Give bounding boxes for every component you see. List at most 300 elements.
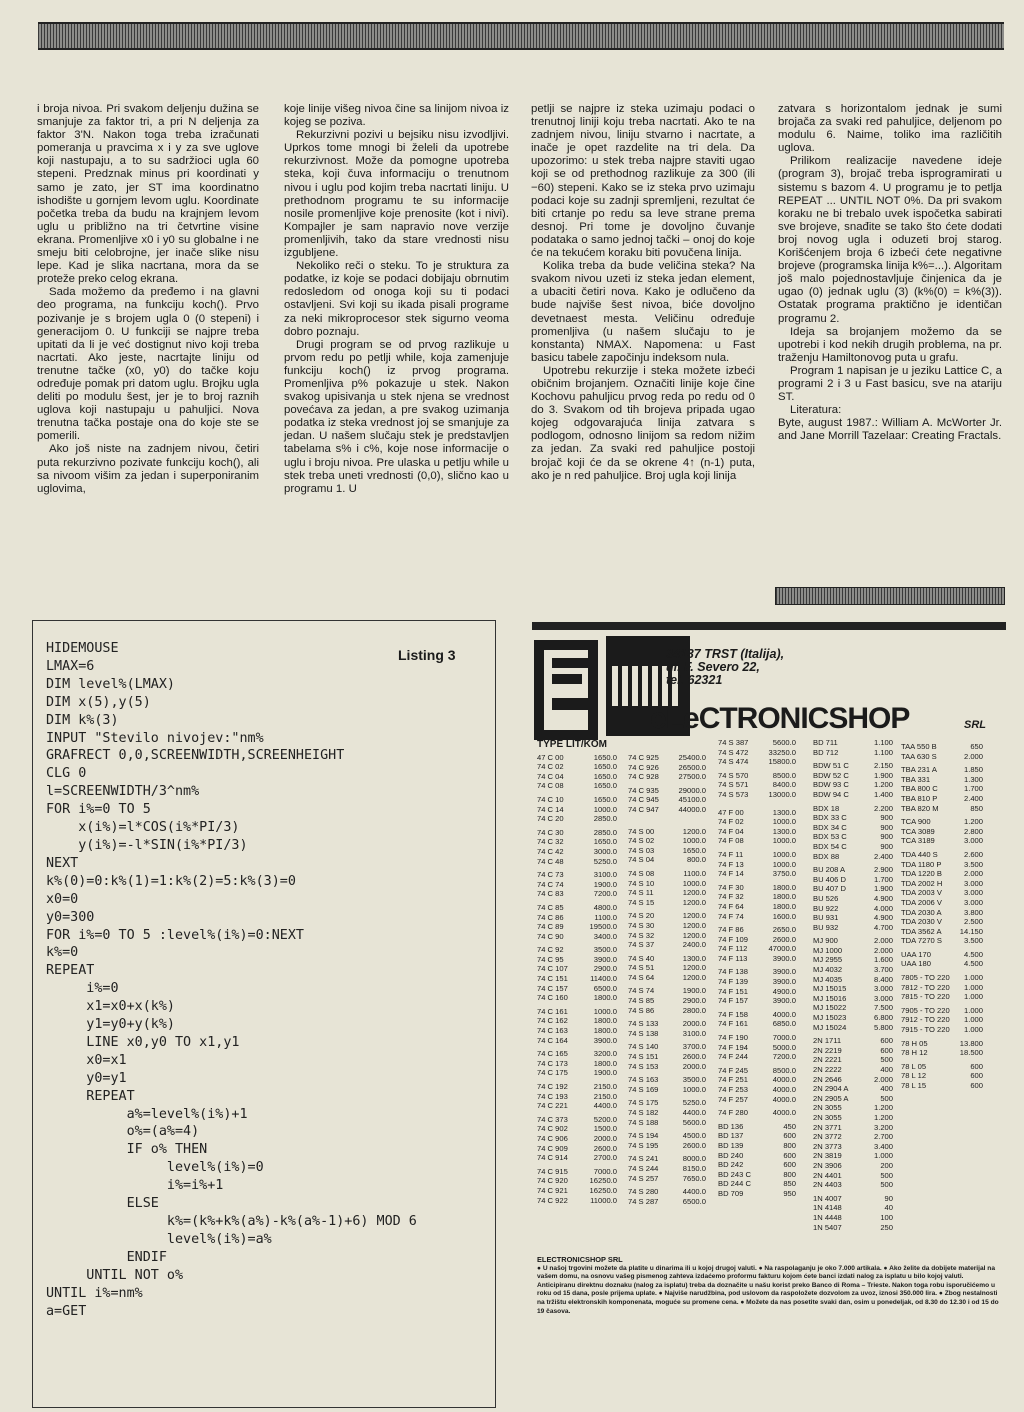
price-table-row (628, 973, 706, 983)
part-price: 3.000 (873, 984, 893, 994)
part-type: 74 C 160 (537, 993, 568, 1003)
price-table-row (813, 1180, 893, 1190)
part-type: UAA 170 (901, 949, 931, 959)
part-type: 74 F 251 (718, 1075, 748, 1085)
part-type: 74 S 241 (628, 1154, 659, 1164)
price-table-row (537, 814, 617, 824)
part-type: 7905 - TO 220 (901, 1005, 950, 1015)
part-type: 74 S 195 (628, 1140, 659, 1150)
price-table-row (537, 974, 617, 984)
part-type: 74 F 74 (718, 911, 744, 921)
price-table-row (718, 1019, 796, 1029)
price-table-row (628, 911, 706, 921)
price-table-row (537, 1049, 617, 1059)
part-type: 74 C 08 (537, 781, 564, 791)
part-price: 2.900 (873, 865, 893, 875)
part-price: 1650.0 (593, 752, 617, 762)
part-type: 74 S 182 (628, 1108, 659, 1117)
part-price: 5250.0 (593, 856, 617, 866)
part-type: 74 S 573 (718, 789, 749, 799)
part-price: 4.500 (963, 959, 983, 969)
part-type: 47 F 00 (718, 807, 744, 817)
part-type: 74 F 194 (718, 1042, 748, 1052)
part-type: 74 S 287 (628, 1196, 659, 1206)
part-type: 74 C 163 (537, 1026, 568, 1036)
part-type: 2N 4401 (813, 1170, 842, 1180)
part-type: 2N 3906 (813, 1160, 842, 1170)
part-price: 3900.0 (772, 967, 796, 977)
part-price: 3400.0 (593, 931, 617, 941)
part-type: MJ 4032 (813, 965, 843, 975)
part-price: 5200.0 (593, 1114, 617, 1124)
price-table-row (718, 860, 796, 870)
price-table-row (718, 1066, 796, 1076)
advert-footer-text: ● U našoj trgovini možete da platite u dinarima ili u kojoj drugoj valuti. ● Na raspolaganju je oko 7.000 artikala. ● Ako želite da dobijete materijal na vašem domu, na osnovu vašeg pismenog zahteva izdaćemo proformu fakturu kojom ćete banci izdati nalog za isplatu u bilo kojoj valuti. Anticipiranu direktnu doznaku (nalog za isplatu) treba da doznačite u našu korist preko Banco di Roma – Trieste. Nakon toga robu isporučićemo u roku od 15 dana, posle prijema uplate. ● Najviše narudžbina, pod uslovom da raspoložete dozvolom za uvoz, iznosi 350.000 lira. ● Zbog nestalnosti na tržištu elektronskih komponenata, moguće su promene cena. ● Možete da nas posetite svaki dan, osim u ponedeljak, od 8.30 do 12.30 i od 15 do 19 časova. (537, 1264, 999, 1315)
price-table-row (813, 1203, 893, 1213)
part-price: 6.800 (873, 1013, 893, 1023)
part-type: BDW 94 C (813, 789, 849, 799)
part-type: BD 136 (718, 1121, 744, 1131)
price-table-row (537, 1036, 617, 1046)
part-type: 74 S 08 (628, 868, 655, 878)
price-table-row (718, 836, 796, 846)
part-price: 4400.0 (682, 1108, 706, 1117)
price-table-row (813, 1151, 893, 1161)
price-table-row (813, 1055, 893, 1065)
price-table-row (813, 975, 893, 985)
price-table-row (718, 902, 796, 912)
price-table-row (813, 842, 893, 852)
price-table-row (628, 753, 706, 763)
part-price: 400 (880, 1065, 893, 1074)
part-price: 18.500 (959, 1048, 983, 1058)
price-table-row (718, 912, 796, 922)
article-column-4 (778, 103, 1002, 443)
part-price: 1800.0 (593, 1016, 617, 1026)
price-table-row (718, 1085, 796, 1095)
price-table-row (813, 1213, 893, 1223)
part-type: 74 C 909 (537, 1143, 568, 1153)
part-type: 74 F 158 (718, 1009, 748, 1019)
price-table-row (813, 1171, 893, 1181)
part-price: 600 (783, 1160, 796, 1170)
price-table-row (901, 817, 983, 827)
article-paragraph: Nekoliko reči o steku. To je struktura za podatke, iz koje se podaci dobijaju obrnutim redosledom od onoga koji su ti podaci ostavljeni. Svi koji su ikada pisali programe za neki mikroprocesor stek sigurno veoma dobro poznaju. (284, 260, 509, 338)
part-price: 6500.0 (593, 983, 617, 993)
part-price: 4500.0 (682, 1131, 706, 1141)
part-price: 1900.0 (682, 986, 706, 996)
part-price: 4.500 (963, 949, 983, 959)
part-price: 3.000 (963, 878, 983, 888)
part-type: BDX 34 C (813, 822, 847, 832)
part-type: 74 F 161 (718, 1019, 748, 1029)
part-type: 74 C 107 (537, 964, 568, 974)
part-price: 4800.0 (593, 902, 617, 912)
part-type: 74 S 85 (628, 996, 655, 1006)
part-type: 74 C 04 (537, 771, 564, 781)
part-type: 74 C 83 (537, 889, 564, 899)
price-table-row (718, 1010, 796, 1020)
part-price: 7650.0 (682, 1173, 706, 1183)
part-price: 200 (880, 1160, 893, 1170)
part-type: 74 C 89 (537, 922, 564, 932)
price-table-row (718, 996, 796, 1006)
price-table-row (718, 1141, 796, 1151)
part-price: 25400.0 (678, 753, 706, 762)
part-type: 74 C 921 (537, 1185, 568, 1195)
part-price: 8150.0 (682, 1163, 706, 1173)
part-price: 14.150 (959, 926, 983, 936)
part-type: 74 C 32 (537, 837, 564, 847)
part-type: MJ 900 (813, 936, 838, 946)
article-paragraph: petlji se najpre iz steka uzimaju podaci o trenutnoj liniji koju treba nacrtati. Ako te na zadnjem nivou, liniju stvarno i nacrtate, a inače je opet razdelite na tri dela. Da upozorimo: u stek treba najpre staviti ugao koji se od prethodnog razlikuje za 300 (ili −60) stepeni. Kako se iz steka prvo uzimaju podaci koje su zadnji spremljeni, rezultat će biti crtanje po redu sa leve strane prema desnoj. Pri tome je dovoljno čuvanje podataka o samo jednoj tački – onoj do koje će na tekućem koraku biti povučena linija. (531, 103, 755, 260)
part-type: 74 F 30 (718, 882, 744, 892)
part-price: 800 (783, 1140, 796, 1150)
part-price: 2.400 (963, 793, 983, 803)
part-type: 74 S 387 (718, 738, 749, 747)
part-price: 6500.0 (682, 1196, 706, 1206)
part-type: 74 F 13 (718, 859, 744, 869)
part-price: 4400.0 (682, 1187, 706, 1197)
part-type: MJ 15024 (813, 1022, 847, 1032)
part-type: BD 242 (718, 1160, 744, 1170)
price-table-row (813, 780, 893, 790)
part-type: MJ 2955 (813, 955, 843, 965)
part-type: 2N 3055 (813, 1112, 842, 1122)
part-price: 5000.0 (772, 1042, 796, 1052)
price-table-row (813, 904, 893, 914)
price-table-row (901, 992, 983, 1002)
price-table-row (901, 836, 983, 846)
price-table-row (813, 1161, 893, 1171)
part-type: 74 F 280 (718, 1108, 748, 1118)
part-type: 74 C 926 (628, 762, 659, 772)
price-table-row (718, 1131, 796, 1141)
price-table-row (718, 1075, 796, 1085)
part-price: 1200.0 (682, 920, 706, 930)
part-price: 8500.0 (772, 770, 796, 780)
part-price: 2000.0 (593, 1133, 617, 1143)
price-table-row (537, 922, 617, 932)
price-table-row (628, 1118, 706, 1128)
part-type: 2N 3772 (813, 1132, 842, 1142)
part-price: 1300.0 (682, 953, 706, 963)
part-type: BDX 53 C (813, 832, 847, 842)
part-price: 900 (880, 822, 893, 832)
price-table-row (813, 852, 893, 862)
price-table-row (901, 827, 983, 837)
part-price: 3900.0 (772, 977, 796, 987)
part-price: 3.200 (873, 1122, 893, 1132)
price-table-row (628, 921, 706, 931)
part-price: 33250.0 (768, 747, 796, 757)
price-table-row (628, 996, 706, 1006)
price-table-row (718, 1170, 796, 1180)
part-price: 600 (970, 1071, 983, 1081)
part-price: 44000.0 (678, 804, 706, 814)
price-table-row (537, 837, 617, 847)
part-price: 1000.0 (772, 859, 796, 869)
part-type: 74 S 474 (718, 757, 749, 767)
part-type: BU 932 (813, 922, 839, 932)
article-paragraph: Ako još niste na zadnjem nivou, četiri puta rekurzivno pozivate funkciju koch(), ali sa nivoom višim za jedan i superponiranim uglovima, (37, 443, 259, 495)
part-price: 1100.0 (683, 868, 706, 878)
part-price: 26500.0 (678, 762, 706, 772)
part-price: 1.100 (873, 747, 893, 757)
part-price: 4000.0 (772, 1075, 796, 1085)
price-table-row (537, 964, 617, 974)
price-table-row (813, 875, 893, 885)
price-table-row (628, 954, 706, 964)
part-price: 2150.0 (593, 1091, 617, 1101)
part-type: 74 C 165 (537, 1049, 568, 1059)
part-price: 2700.0 (593, 1153, 617, 1163)
part-type: 74 S 64 (628, 972, 655, 982)
price-table-row (628, 1029, 706, 1039)
part-type: BU 407 D (813, 884, 846, 894)
part-price: 1.900 (873, 884, 893, 894)
part-type: BD 139 (718, 1140, 744, 1150)
part-type: 74 C 920 (537, 1176, 568, 1186)
part-price: 3.000 (963, 836, 983, 846)
part-type: 74 S 169 (628, 1084, 659, 1094)
advert-address: 34137 TRST (Italija), ul. F. Severo 22, tel. 62321 (666, 647, 785, 687)
part-type: 74 F 109 (718, 934, 748, 944)
price-table-row (813, 1113, 893, 1123)
part-price: 4.000 (873, 903, 893, 913)
price-table-row (813, 1194, 893, 1204)
price-table-row (718, 748, 796, 758)
price-table-column (901, 742, 983, 1091)
price-table-row (813, 1065, 893, 1075)
part-type: 74 S 138 (628, 1028, 659, 1038)
part-price: 4000.0 (772, 1009, 796, 1019)
price-table-row (628, 1174, 706, 1184)
price-table-row (628, 772, 706, 782)
price-table-row (901, 950, 983, 960)
article-paragraph: Ideja sa brojanjem možemo da se upotrebi i kod nekih drugih problema, na pr. traženju Hamiltonovog puta u grafu. (778, 325, 1002, 364)
part-price: 8500.0 (772, 1065, 796, 1075)
price-table-row (537, 1124, 617, 1134)
part-price: 400 (880, 1084, 893, 1094)
part-price: 2850.0 (593, 814, 617, 824)
part-type: BD 243 C (718, 1169, 751, 1179)
part-type: 74 S 194 (628, 1131, 659, 1141)
part-type: 1N 5407 (813, 1222, 842, 1232)
part-type: 74 S 163 (628, 1075, 659, 1085)
part-price: 2650.0 (772, 925, 796, 935)
price-table-row (628, 805, 706, 815)
price-table-row (628, 1085, 706, 1095)
part-price: 3.500 (963, 936, 983, 946)
part-type: BU 526 (813, 893, 839, 903)
article-paragraph: Upotrebu rekurzije i steka možete izbeći običnim brojanjem. Označiti linije koje čine Kochovu pahuljicu prvog reda po redu od 0 do 3. Svakom od tih brojeva pripada ugao kojeg odgovarajuća linija zatvara s podlogom, odnosno linijom sa redom nižim za jedan. Za svaki red pahuljice postoji brojač koji će da se okrene 4↑ (n-1) puta, ako je n red pahuljice. Broj ugla koji linija (531, 364, 755, 482)
price-table-row (718, 808, 796, 818)
part-type: 1N 4007 (813, 1193, 842, 1203)
part-type: 7815 - TO 220 (901, 992, 950, 1002)
part-type: 74 C 173 (537, 1058, 568, 1068)
price-table-row (628, 1154, 706, 1164)
price-table-row (813, 1132, 893, 1142)
price-table-row (628, 940, 706, 950)
part-price: 2.600 (963, 849, 983, 859)
price-table-row (628, 1187, 706, 1197)
price-table-row (718, 780, 796, 790)
part-price: 1.200 (873, 1103, 893, 1113)
price-table-row (901, 784, 983, 794)
part-price: 1000.0 (772, 836, 796, 846)
price-table-row (901, 936, 983, 946)
part-price: 2850.0 (593, 827, 617, 837)
price-table-row (718, 977, 796, 987)
price-table-row (718, 850, 796, 860)
part-price: 1.000 (963, 1015, 983, 1025)
part-type: BU 922 (813, 903, 839, 913)
part-price: 1800.0 (593, 1026, 617, 1036)
part-price: 1000.0 (682, 836, 706, 846)
part-price: 1000.0 (682, 878, 706, 888)
part-price: 4400.0 (593, 1101, 617, 1111)
part-type: 74 C 902 (537, 1124, 568, 1134)
price-table-column (813, 738, 893, 1232)
part-type: 74 F 113 (718, 953, 748, 963)
price-table-row (813, 1084, 893, 1094)
part-price: 1200.0 (682, 826, 706, 836)
part-price: 2900.0 (682, 996, 706, 1006)
part-type: 74 S 472 (718, 747, 749, 757)
price-table-row (718, 1043, 796, 1053)
price-table-row (628, 1108, 706, 1118)
price-table-row (537, 1144, 617, 1154)
price-table-row (537, 1134, 617, 1144)
part-price: 1600.0 (772, 911, 796, 921)
part-type: TAA 550 B (901, 742, 937, 751)
part-price: 600 (970, 1061, 983, 1071)
part-price: 3.000 (963, 888, 983, 898)
price-table-row (628, 931, 706, 941)
part-price: 1000.0 (593, 1006, 617, 1016)
part-price: 2.500 (963, 917, 983, 927)
part-type: 74 C 925 (628, 753, 659, 762)
part-price: 2600.0 (593, 1143, 617, 1153)
section-divider-bar (775, 587, 1005, 605)
part-price: 3.000 (963, 897, 983, 907)
price-table-row (813, 965, 893, 975)
part-type: 74 F 245 (718, 1065, 748, 1075)
part-type: TDA 1220 B (901, 869, 942, 879)
price-table-row (813, 884, 893, 894)
part-type: 74 S 133 (628, 1019, 659, 1029)
price-table-row (813, 804, 893, 814)
part-price: 47000.0 (768, 944, 796, 954)
part-price: 1.000 (873, 1151, 893, 1161)
part-price: 1650.0 (593, 781, 617, 791)
part-price: 950 (783, 1188, 796, 1198)
part-type: 74 S 03 (628, 845, 655, 855)
part-price: 800.0 (686, 855, 706, 865)
part-price: 1.000 (963, 1005, 983, 1015)
price-table-row (901, 1081, 983, 1091)
price-table-row (537, 1176, 617, 1186)
part-type: BD 240 (718, 1150, 744, 1160)
part-price: 3900.0 (772, 953, 796, 963)
price-table-row (718, 869, 796, 879)
part-price: 4000.0 (772, 1085, 796, 1094)
advert-top-rule (532, 622, 1006, 630)
price-table-row (813, 738, 893, 748)
price-table-row (901, 742, 983, 752)
part-type: 2N 2646 (813, 1074, 842, 1084)
part-type: BDX 33 C (813, 813, 847, 823)
part-price: 4.900 (873, 913, 893, 923)
part-type: 74 S 15 (628, 897, 655, 907)
price-table-row (537, 1007, 617, 1017)
part-price: 3.000 (873, 993, 893, 1003)
part-price: 2.700 (873, 1132, 893, 1142)
part-price: 1.000 (963, 992, 983, 1002)
part-price: 3750.0 (772, 869, 796, 879)
advert-brand-suffix: SRL (964, 719, 986, 731)
part-price: 1800.0 (593, 993, 617, 1003)
part-type: MJ 15015 (813, 984, 847, 994)
electronicshop-advert (532, 622, 1006, 1408)
part-type: BD 712 (813, 747, 839, 757)
part-price: 1800.0 (772, 901, 796, 911)
price-table-row (537, 913, 617, 923)
part-price: 1200.0 (682, 972, 706, 982)
price-table-row (901, 959, 983, 969)
price-table-row (718, 1160, 796, 1170)
part-price: 2.200 (873, 803, 893, 813)
part-price: 1200.0 (682, 930, 706, 940)
header-bar (38, 22, 1004, 50)
part-type: 74 S 00 (628, 826, 655, 836)
part-type: TDA 440 S (901, 849, 938, 859)
part-price: 800 (783, 1169, 796, 1179)
price-table-row (901, 775, 983, 785)
price-table-row (628, 1075, 706, 1085)
part-type: 74 C 86 (537, 912, 564, 922)
part-price: 100 (880, 1212, 893, 1222)
price-table-row (901, 917, 983, 927)
part-price: 900 (880, 832, 893, 842)
price-table-row (537, 945, 617, 955)
part-price: 2800.0 (682, 1005, 706, 1015)
price-table-row (901, 765, 983, 775)
part-type: 74 S 02 (628, 836, 655, 846)
part-type: TCA 3189 (901, 836, 935, 846)
part-price: 2.000 (873, 945, 893, 955)
price-table-row (813, 936, 893, 946)
part-type: 74 C 947 (628, 804, 659, 814)
part-price: 1800.0 (593, 1058, 617, 1068)
price-table-row (813, 1003, 893, 1013)
part-price: 600 (970, 1081, 983, 1090)
part-type: 74 S 32 (628, 930, 655, 940)
part-price: 2.000 (873, 1074, 893, 1084)
part-price: 1.200 (873, 780, 893, 790)
part-price: 1.200 (963, 817, 983, 827)
article-paragraph: Kolika treba da bude veličina steka? Na svakom nivou uzeti iz steka jedan element, a ubaciti četiri nova. Kako je odlučeno da bude najviše šest nivoa, biće dovoljno devetnaest mesta. Veličinu određuje promenljiva (u našem slučaju to je konstanta) NMAX. Napomena: u Fast basicu tabele započinju indeksom nula. (531, 260, 755, 364)
price-table-row (813, 955, 893, 965)
part-price: 5600.0 (772, 738, 796, 747)
part-price: 600 (783, 1150, 796, 1160)
part-price: 2600.0 (682, 1052, 706, 1062)
price-table-row (537, 1068, 617, 1078)
part-price: 450 (783, 1121, 796, 1131)
price-table-row (537, 781, 617, 791)
part-type: 74 C 906 (537, 1133, 568, 1143)
